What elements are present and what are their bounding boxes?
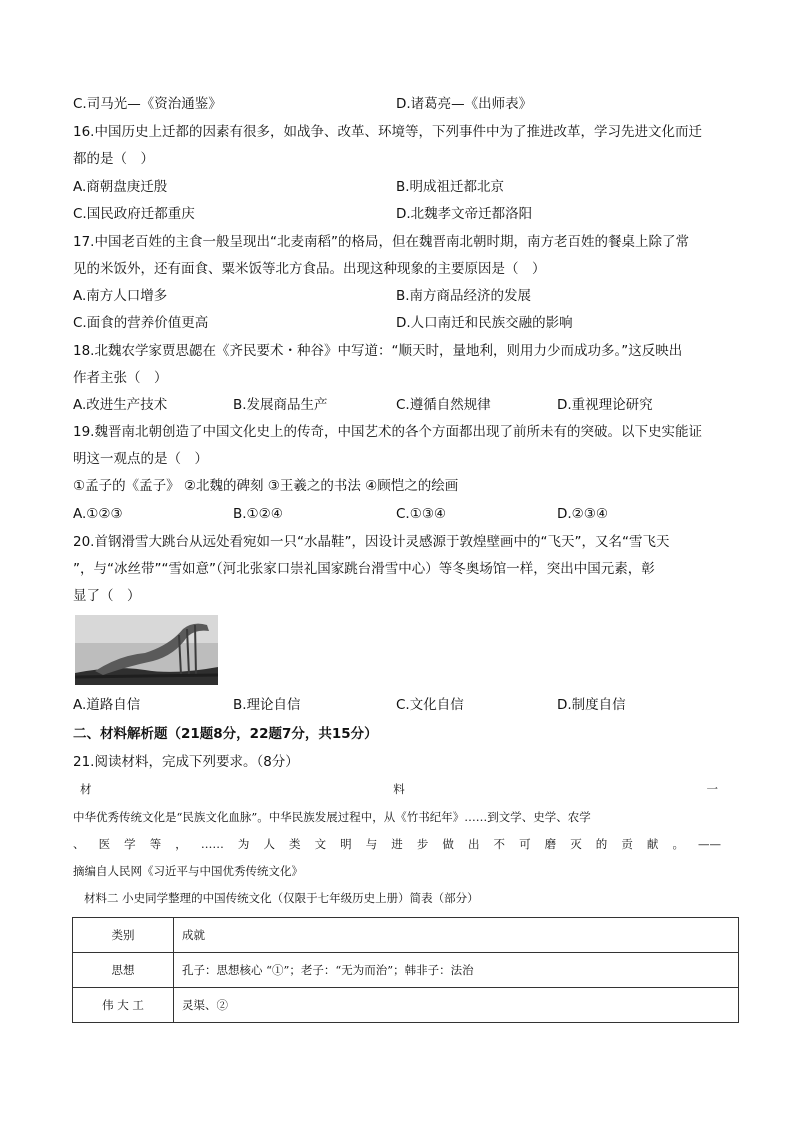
q18-option-c: C.遵循自然规律: [396, 397, 491, 413]
q16-option-b: B.明成祖迁都北京: [396, 179, 505, 195]
q20-option-a: A.道路自信: [73, 697, 141, 713]
material2-caption: 材料二 小史同学整理的中国传统文化（仅限于七年级历史上册）简表（部分）: [84, 891, 479, 905]
q19-stem-line2: 明这一观点的是（ ）: [73, 451, 208, 467]
material1-char: 医: [98, 837, 111, 851]
material1-char: 学: [124, 837, 136, 851]
q18-option-b: B.发展商品生产: [233, 397, 328, 413]
q17-option-d: D.人口南迁和民族交融的影响: [396, 315, 573, 331]
material1-source: 摘编自人民网《习近平与中国优秀传统文化》: [73, 864, 303, 878]
material1-char: 为: [237, 837, 250, 851]
table-cell-achievement: 孔子：思想核心 “①”；老子：“无为而治”；韩非子：法治: [174, 953, 739, 988]
material1-char: 人: [263, 837, 275, 851]
q16-option-d: D.北魏孝文帝迁都洛阳: [396, 206, 533, 222]
material1-heading: [80, 780, 718, 798]
q15-option-c: C.司马光—《资治通鉴》: [73, 96, 222, 112]
q17-stem-line1: 17.中国老百姓的主食一般呈现出“北麦南稻”的格局，但在魏晋南北朝时期，南方老百姓的餐桌上除了常: [73, 234, 689, 250]
material1-char: 灭: [570, 837, 582, 851]
ski-jump-photo: [75, 615, 218, 685]
material1-char: 等: [149, 837, 162, 851]
q17-option-b: B.南方商品经济的发展: [396, 288, 532, 304]
q16-stem-line1: 16.中国历史上迁都的因素有很多，如战争、改革、环境等，下列事件中为了推进改革，学习先进文化而迁: [73, 124, 702, 140]
material1-char: 的: [595, 837, 608, 851]
material1-char: 出: [467, 837, 480, 851]
material1-char: 献: [646, 837, 659, 851]
q19-option-c: C.①③④: [396, 506, 447, 522]
q20-stem-line2: ”，与“冰丝带”“雪如意”（河北张家口崇礼国家跳台滑雪中心）等冬奥场馆一样，突出中国元素，彰: [73, 561, 655, 577]
q20-option-c: C.文化自信: [396, 697, 464, 713]
q15-option-d: D.诸葛亮—《出师表》: [396, 96, 533, 112]
q17-option-a: A.南方人口增多: [73, 288, 168, 304]
q20-stem-line3: 显了（ ）: [73, 588, 141, 604]
section2-title: 二、材料解析题（21题8分，22题7分，共15分）: [73, 726, 378, 742]
material1-heading-char: 一: [706, 782, 718, 796]
q18-stem-line1: 18.北魏农学家贾思勰在《齐民要术・种谷》中写道：“顺天时，量地利，则用力少而成功多。”这反映出: [73, 343, 683, 359]
q19-option-b: B.①②④: [233, 506, 283, 522]
material1-char: ，: [175, 837, 187, 851]
q17-stem-line2: 见的米饭外，还有面食、粟米饭等北方食品。出现这种现象的主要原因是（ ）: [73, 261, 546, 277]
material1-char: 、: [73, 837, 85, 851]
q20-option-b: B.理论自信: [233, 697, 301, 713]
table-cell-category: 伟 大 工: [73, 988, 174, 1023]
q19-stem-line1: 19.魏晋南北朝创造了中国文化史上的传奇，中国艺术的各个方面都出现了前所未有的突破。以下史实能证: [73, 424, 702, 440]
material1-heading-char: 料: [393, 782, 405, 796]
table-header-row: [73, 918, 739, 953]
material1-char: 。: [672, 837, 684, 851]
q20-stem-line1: 20.首钢滑雪大跳台从远处看宛如一只“水晶鞋”，因设计灵感源于敦煌壁画中的“飞天”，又名“雪飞天: [73, 534, 670, 550]
table-row: [73, 953, 739, 988]
material1-char: 类: [289, 837, 301, 851]
table-cell-achievement: 灵渠、②: [174, 988, 739, 1023]
q19-items: ①孟子的《孟子》 ②北魏的碑刻 ③王羲之的书法 ④顾恺之的绘画: [73, 478, 459, 494]
q20-option-d: D.制度自信: [557, 697, 626, 713]
material1-char: 磨: [544, 837, 557, 851]
q19-option-a: A.①②③: [73, 506, 123, 522]
material1-line1: 中华优秀传统文化是“民族文化血脉”。中华民族发展过程中，从《竹书纪年》……到文学、史学、农学: [73, 810, 591, 824]
material1-char: 可: [519, 837, 531, 851]
q19-option-d: D.②③④: [557, 506, 608, 522]
material1-char: 明: [340, 837, 352, 851]
material1-line2: [73, 835, 721, 853]
material1-char: 文: [314, 837, 327, 851]
table-header-achievement: 成就: [174, 918, 739, 953]
material1-char: 步: [416, 837, 429, 851]
table-row: [73, 988, 739, 1023]
q18-option-a: A.改进生产技术: [73, 397, 168, 413]
table-cell-category: 思想: [73, 953, 174, 988]
material1-char: 不: [493, 837, 505, 851]
q16-option-a: A.商朝盘庚迁殷: [73, 179, 168, 195]
q16-stem-line2: 都的是（ ）: [73, 151, 154, 167]
material1-char: 进: [391, 837, 403, 851]
material1-heading-char: 材: [80, 782, 92, 796]
material1-char: 做: [442, 837, 454, 851]
ski-jump-illustration: [75, 615, 218, 685]
table-header-category: 类别: [73, 918, 174, 953]
q18-stem-line2: 作者主张（ ）: [73, 370, 168, 386]
culture-summary-table: [72, 917, 739, 1023]
q18-option-d: D.重视理论研究: [557, 397, 653, 413]
q16-option-c: C.国民政府迁都重庆: [73, 206, 195, 222]
q21-stem: 21.阅读材料，完成下列要求。（8分）: [73, 754, 299, 770]
q17-option-c: C.面食的营养价值更高: [73, 315, 209, 331]
material1-char: 贡: [621, 837, 633, 851]
material1-char: 与: [365, 837, 378, 851]
material1-char: ——: [698, 837, 721, 851]
material1-char: ……: [200, 837, 224, 851]
